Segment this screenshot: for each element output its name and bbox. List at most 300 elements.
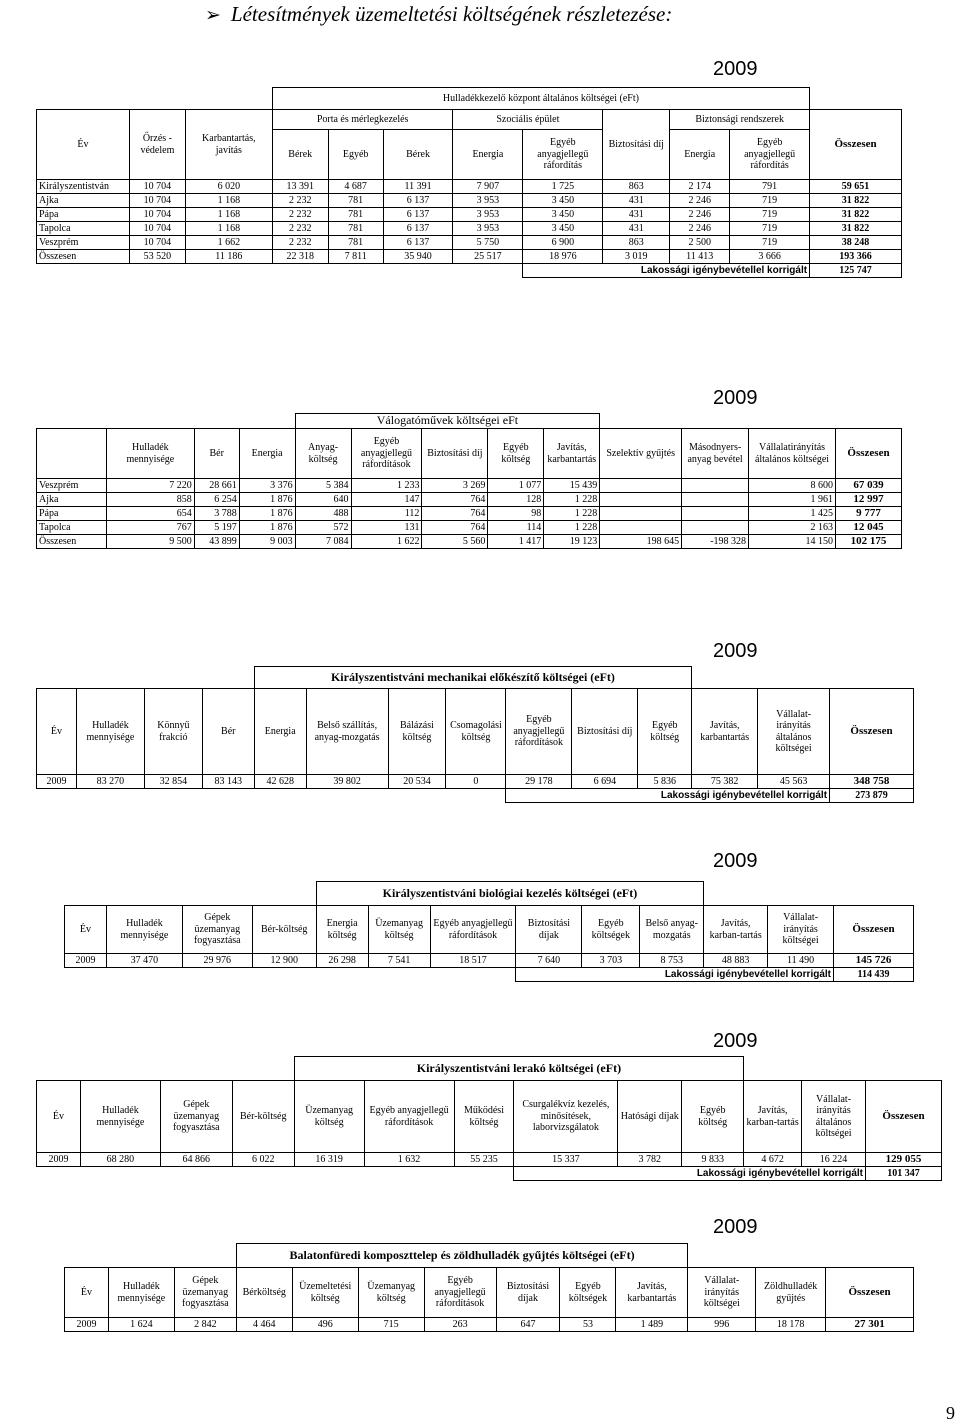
t6-data-row <box>65 1318 914 1332</box>
t1-header: Év <box>37 110 130 180</box>
t4-header: Hulladék mennyisége <box>106 906 182 954</box>
table-row <box>37 507 902 521</box>
t5-header: Működési költség <box>454 1081 514 1153</box>
table-cell: 6 137 <box>383 222 453 236</box>
t2-header: Vállalatirányítás általános költségei <box>749 429 836 479</box>
table-cell: 18 517 <box>430 954 516 968</box>
table-cell: 16 224 <box>802 1153 866 1167</box>
table-cell: 1 168 <box>185 222 272 236</box>
t4-header: Bér-költség <box>252 906 316 954</box>
table-cell <box>682 479 749 493</box>
table-cell: 27 301 <box>826 1318 914 1332</box>
t1-group: Szociális épület <box>453 110 603 130</box>
table-cell: 12 900 <box>252 954 316 968</box>
table-cell: 996 <box>688 1318 756 1332</box>
table-cell: 7 907 <box>453 180 523 194</box>
t6-header: Vállalat-irányítás költségei <box>688 1268 756 1318</box>
t2-header: Egyéb anyagjellegű ráfordítások <box>351 429 422 479</box>
table-cell: 4 687 <box>328 180 383 194</box>
t2-year: 2009 <box>713 387 758 409</box>
table-cell: 2009 <box>65 1318 109 1332</box>
table-cell: 1 168 <box>185 194 272 208</box>
t4-header: Üzemanyag költség <box>368 906 430 954</box>
row-label: Tapolca <box>37 222 130 236</box>
table-cell: 3 450 <box>523 194 603 208</box>
t3-header: Csomagolási költség <box>446 689 506 775</box>
table-cell: 4 672 <box>744 1153 802 1167</box>
table-row <box>37 236 902 250</box>
table-cell: 858 <box>106 493 194 507</box>
table-row <box>37 180 902 194</box>
table-cell: 15 439 <box>544 479 600 493</box>
table-row <box>37 535 902 549</box>
table-cell: 1 425 <box>749 507 836 521</box>
t1-header: Egyéb anyagjellegű ráfordítás <box>523 130 603 180</box>
t2-header: Energia <box>239 429 295 479</box>
table-cell: 48 883 <box>704 954 768 968</box>
table-cell: 29 976 <box>182 954 252 968</box>
table-cell: 2 174 <box>670 180 730 194</box>
table-cell: 31 822 <box>810 194 902 208</box>
table-cell: 5 384 <box>295 479 351 493</box>
row-label: Pápa <box>37 507 107 521</box>
table-cell: 12 045 <box>835 521 901 535</box>
t4-year: 2009 <box>713 850 758 872</box>
table-cell: 102 175 <box>835 535 901 549</box>
t4-header: Egyéb anyagjellegű ráfordítások <box>430 906 516 954</box>
table-cell: 10 704 <box>129 180 185 194</box>
table-cell: 263 <box>424 1318 496 1332</box>
t5-header: Hatósági díjak <box>618 1081 682 1153</box>
t1-header: Karbantartás, javítás <box>185 110 272 180</box>
t4-header: Vállalat-irányítás költségei <box>768 906 834 954</box>
table-cell: 781 <box>328 236 383 250</box>
table-cell: 19 123 <box>544 535 600 549</box>
t5-header: Hulladék mennyisége <box>80 1081 160 1153</box>
table-cell: 83 143 <box>202 775 254 789</box>
t3-header: Energia <box>254 689 306 775</box>
table-cell: 31 822 <box>810 222 902 236</box>
t1-header: Bérek <box>272 130 328 180</box>
t4-lakossagi-label: Lakossági igénybevétellel korrigált <box>516 968 834 982</box>
table-cell: 14 150 <box>749 535 836 549</box>
t1-header: Energia <box>453 130 523 180</box>
table-cell: 1 077 <box>488 479 544 493</box>
table-cell: 0 <box>446 775 506 789</box>
table-cell: 496 <box>292 1318 358 1332</box>
t6-year: 2009 <box>713 1216 758 1238</box>
table-cell: 1 233 <box>351 479 422 493</box>
table-row <box>37 479 902 493</box>
t3-header: Egyéb anyagjellegű ráfordítások <box>506 689 572 775</box>
t3-data-row <box>37 775 914 789</box>
table-cell: 20 534 <box>388 775 446 789</box>
t2-body <box>37 479 902 549</box>
table-cell: 7 811 <box>328 250 383 264</box>
table-cell: 112 <box>351 507 422 521</box>
t1-header: Biztosítási díj <box>603 110 670 180</box>
t2-header: Anyag-költség <box>295 429 351 479</box>
table-cell: 2 232 <box>272 208 328 222</box>
table-row <box>37 250 902 264</box>
table-cell: 791 <box>730 180 810 194</box>
row-label: Veszprém <box>37 236 130 250</box>
table-cell: 7 640 <box>516 954 582 968</box>
t6-header: Üzemeltetési költség <box>292 1268 358 1318</box>
t1-body <box>37 180 902 264</box>
table-cell: 1 168 <box>185 208 272 222</box>
table-cell: 7 084 <box>295 535 351 549</box>
table-cell: 1 632 <box>364 1153 454 1167</box>
table-cell: 10 704 <box>129 208 185 222</box>
table-cell: 1 228 <box>544 493 600 507</box>
table-cell: 431 <box>603 208 670 222</box>
table-cell: 488 <box>295 507 351 521</box>
table-cell: 145 726 <box>834 954 914 968</box>
t3-header: Év <box>37 689 77 775</box>
table-cell: 129 055 <box>866 1153 942 1167</box>
row-label: Veszprém <box>37 479 107 493</box>
t4-biologiai-table <box>64 881 914 982</box>
table-cell: 2 842 <box>174 1318 236 1332</box>
t3-header: Bálázási költség <box>388 689 446 775</box>
t6-header: Gépek üzemanyag fogyasztása <box>174 1268 236 1318</box>
t2-valogatomuvek-table <box>36 413 902 549</box>
table-cell: 18 178 <box>756 1318 826 1332</box>
table-cell: 3 788 <box>194 507 239 521</box>
t4-title: Királyszentistváni biológiai kezelés költségei (eFt) <box>316 882 704 906</box>
table-cell: 1 624 <box>108 1318 174 1332</box>
table-cell: 39 802 <box>306 775 388 789</box>
table-cell: 68 280 <box>80 1153 160 1167</box>
table-cell: 7 220 <box>106 479 194 493</box>
table-cell: 1 228 <box>544 507 600 521</box>
table-cell: 10 704 <box>129 236 185 250</box>
t3-header: Javítás, karbantartás <box>692 689 758 775</box>
table-cell: 13 391 <box>272 180 328 194</box>
table-cell: 9 003 <box>239 535 295 549</box>
row-label: Királyszentistván <box>37 180 130 194</box>
t4-header-row <box>65 906 914 954</box>
table-cell: 11 490 <box>768 954 834 968</box>
t6-header: Egyéb anyagjellegű ráfordítások <box>424 1268 496 1318</box>
t5-header: Egyéb költség <box>682 1081 744 1153</box>
t4-header: Összesen <box>834 906 914 954</box>
row-label: Pápa <box>37 208 130 222</box>
t5-header: Csurgalékvíz kezelés, minősítések, laborvizsgálatok <box>514 1081 618 1153</box>
t2-title: Válogatóművek költségei eFt <box>295 414 600 429</box>
table-cell: 11 391 <box>383 180 453 194</box>
table-cell: 3 953 <box>453 194 523 208</box>
table-cell: 10 704 <box>129 222 185 236</box>
table-cell: 781 <box>328 208 383 222</box>
table-cell: 25 517 <box>453 250 523 264</box>
table-cell: 348 758 <box>830 775 914 789</box>
table-cell: 8 753 <box>640 954 704 968</box>
table-cell: 3 376 <box>239 479 295 493</box>
t2-header: Összesen <box>835 429 901 479</box>
table-cell: 53 520 <box>129 250 185 264</box>
table-cell: 6 137 <box>383 194 453 208</box>
table-cell: 6 694 <box>572 775 638 789</box>
table-cell: 767 <box>106 521 194 535</box>
table-cell: 131 <box>351 521 422 535</box>
t3-header: Könnyű frakció <box>144 689 202 775</box>
table-cell <box>682 521 749 535</box>
table-cell: 3 953 <box>453 222 523 236</box>
t3-lakossagi-value: 273 879 <box>830 789 914 803</box>
table-cell: 6 020 <box>185 180 272 194</box>
t2-header: Szelektív gyűjtés <box>600 429 682 479</box>
t6-header: Zöldhulladék gyűjtés <box>756 1268 826 1318</box>
table-cell: 863 <box>603 180 670 194</box>
t2-header: Másodnyers-anyag bevétel <box>682 429 749 479</box>
table-cell: 128 <box>488 493 544 507</box>
table-row <box>37 521 902 535</box>
table-cell: 6 254 <box>194 493 239 507</box>
t1-lakossagi-value: 125 747 <box>810 264 902 278</box>
t6-header: Biztosítási díjak <box>496 1268 560 1318</box>
t5-lakossagi-label: Lakossági igénybevétellel korrigált <box>514 1167 866 1181</box>
table-cell: 5 836 <box>638 775 692 789</box>
table-cell: 654 <box>106 507 194 521</box>
table-cell: 10 704 <box>129 194 185 208</box>
t3-header: Belső szállítás, anyag-mozgatás <box>306 689 388 775</box>
table-cell: 1 876 <box>239 493 295 507</box>
t4-data-row <box>65 954 914 968</box>
t5-data-row <box>37 1153 942 1167</box>
table-cell: 1 961 <box>749 493 836 507</box>
table-cell: 114 <box>488 521 544 535</box>
table-cell: 2 246 <box>670 222 730 236</box>
table-cell: 64 866 <box>160 1153 232 1167</box>
table-cell: 31 822 <box>810 208 902 222</box>
t3-mechanikai-table <box>36 666 914 803</box>
table-cell: 42 628 <box>254 775 306 789</box>
table-cell: 719 <box>730 194 810 208</box>
table-cell: 37 470 <box>106 954 182 968</box>
t3-header: Összesen <box>830 689 914 775</box>
table-cell: 1 876 <box>239 521 295 535</box>
table-cell: 15 337 <box>514 1153 618 1167</box>
table-cell: 715 <box>358 1318 424 1332</box>
table-cell: 2009 <box>37 1153 81 1167</box>
table-cell: 193 366 <box>810 250 902 264</box>
table-cell: 9 777 <box>835 507 901 521</box>
row-label: Összesen <box>37 535 107 549</box>
t1-lakossagi-label: Lakossági igénybevétellel korrigált <box>523 264 810 278</box>
t5-header: Bér-költség <box>232 1081 294 1153</box>
table-cell: 719 <box>730 208 810 222</box>
table-cell <box>600 507 682 521</box>
table-cell: 2 232 <box>272 194 328 208</box>
table-cell: 1 417 <box>488 535 544 549</box>
t1-year: 2009 <box>713 58 758 80</box>
table-cell: 2 500 <box>670 236 730 250</box>
table-cell: 67 039 <box>835 479 901 493</box>
t1-hulladekkezelo-table <box>36 87 902 278</box>
t6-header-row <box>65 1268 914 1318</box>
t5-lerako-table <box>36 1056 942 1181</box>
table-cell: 2 246 <box>670 194 730 208</box>
table-cell: 3 019 <box>603 250 670 264</box>
table-cell: 98 <box>488 507 544 521</box>
t3-lakossagi-label: Lakossági igénybevétellel korrigált <box>506 789 830 803</box>
table-cell: 781 <box>328 194 383 208</box>
t2-header: Biztosítási díj <box>422 429 488 479</box>
t3-header-row <box>37 689 914 775</box>
table-cell: 3 666 <box>730 250 810 264</box>
t6-header: Javítás, karbantartás <box>616 1268 688 1318</box>
table-cell <box>600 521 682 535</box>
table-cell: 8 600 <box>749 479 836 493</box>
page-number: 9 <box>946 1403 955 1423</box>
table-cell: 6 022 <box>232 1153 294 1167</box>
table-cell: 5 750 <box>453 236 523 250</box>
table-cell: 59 651 <box>810 180 902 194</box>
table-cell: 863 <box>603 236 670 250</box>
table-cell: 9 833 <box>682 1153 744 1167</box>
table-cell: 7 541 <box>368 954 430 968</box>
table-cell: 1 228 <box>544 521 600 535</box>
t6-header: Év <box>65 1268 109 1318</box>
table-cell: 55 235 <box>454 1153 514 1167</box>
t5-header-row <box>37 1081 942 1153</box>
t6-header: Bérköltség <box>236 1268 292 1318</box>
t3-title: Királyszentistváni mechanikai előkészítő költségei (eFt) <box>254 667 691 689</box>
table-cell: 18 976 <box>523 250 603 264</box>
table-row <box>37 194 902 208</box>
table-cell: 1 489 <box>616 1318 688 1332</box>
t5-lakossagi-value: 101 347 <box>866 1167 942 1181</box>
page-heading-text: Létesítmények üzemeltetési költségének részletezése: <box>230 2 673 26</box>
table-cell: 2009 <box>37 775 77 789</box>
t1-group: Biztonsági rendszerek <box>670 110 810 130</box>
table-cell: 6 137 <box>383 208 453 222</box>
table-cell: -198 328 <box>682 535 749 549</box>
table-cell: 3 269 <box>422 479 488 493</box>
table-cell: 38 248 <box>810 236 902 250</box>
table-cell: 26 298 <box>316 954 368 968</box>
t6-title: Balatonfüredi komposzttelep és zöldhulladék gyűjtés költségei (eFt) <box>236 1244 688 1268</box>
table-cell: 3 450 <box>523 222 603 236</box>
table-cell: 45 563 <box>758 775 830 789</box>
t6-header: Összesen <box>826 1268 914 1318</box>
t5-header: Üzemanyag költség <box>294 1081 364 1153</box>
table-cell: 3 450 <box>523 208 603 222</box>
table-cell: 2 163 <box>749 521 836 535</box>
table-cell: 11 413 <box>670 250 730 264</box>
table-cell: 198 645 <box>600 535 682 549</box>
table-row <box>37 208 902 222</box>
table-cell <box>600 493 682 507</box>
t4-header: Év <box>65 906 107 954</box>
table-cell: 147 <box>351 493 422 507</box>
t4-header: Javítás, karban-tartás <box>704 906 768 954</box>
t3-year: 2009 <box>713 640 758 662</box>
table-row <box>37 222 902 236</box>
t4-lakossagi-value: 114 439 <box>834 968 914 982</box>
t2-header: Egyéb költség <box>488 429 544 479</box>
table-cell: 640 <box>295 493 351 507</box>
t2-header: Hulladék mennyisége <box>106 429 194 479</box>
table-cell: 29 178 <box>506 775 572 789</box>
table-cell: 1 662 <box>185 236 272 250</box>
t4-header: Gépek üzemanyag fogyasztása <box>182 906 252 954</box>
table-cell: 6 900 <box>523 236 603 250</box>
t4-header: Belső anyag-mozgatás <box>640 906 704 954</box>
t1-title: Hulladékkezelő központ általános költségei (eFt) <box>272 88 809 110</box>
table-cell: 43 899 <box>194 535 239 549</box>
t3-header: Hulladék mennyisége <box>76 689 144 775</box>
arrow-bullet-icon: ➢ <box>205 5 221 26</box>
table-cell: 5 560 <box>422 535 488 549</box>
table-cell: 2 232 <box>272 236 328 250</box>
row-label: Ajka <box>37 493 107 507</box>
t3-header: Biztosítási díj <box>572 689 638 775</box>
table-cell: 1 622 <box>351 535 422 549</box>
t1-header: Bérek <box>383 130 453 180</box>
t4-header: Biztosítási díjak <box>516 906 582 954</box>
t1-group: Porta és mérlegkezelés <box>272 110 453 130</box>
t5-header: Egyéb anyagjellegű ráfordítások <box>364 1081 454 1153</box>
table-cell: 431 <box>603 194 670 208</box>
table-cell: 75 382 <box>692 775 758 789</box>
t5-header: Gépek üzemanyag fogyasztása <box>160 1081 232 1153</box>
t5-header: Vállalat-irányítás általános költségei <box>802 1081 866 1153</box>
table-cell: 11 186 <box>185 250 272 264</box>
table-cell: 3 703 <box>582 954 640 968</box>
table-cell: 22 318 <box>272 250 328 264</box>
t1-header: Őrzés - védelem <box>129 110 185 180</box>
table-cell: 9 500 <box>106 535 194 549</box>
t4-header: Egyéb költségek <box>582 906 640 954</box>
table-row <box>37 493 902 507</box>
table-cell: 83 270 <box>76 775 144 789</box>
t1-header: Energia <box>670 130 730 180</box>
table-cell: 572 <box>295 521 351 535</box>
t5-header: Év <box>37 1081 81 1153</box>
table-cell: 16 319 <box>294 1153 364 1167</box>
table-cell: 6 137 <box>383 236 453 250</box>
t4-header: Energia költség <box>316 906 368 954</box>
table-cell: 431 <box>603 222 670 236</box>
t6-header: Hulladék mennyisége <box>108 1268 174 1318</box>
t5-year: 2009 <box>713 1030 758 1052</box>
table-cell: 4 464 <box>236 1318 292 1332</box>
t5-header: Javítás, karban-tartás <box>744 1081 802 1153</box>
table-cell: 5 197 <box>194 521 239 535</box>
t5-title: Királyszentistváni lerakó költségei (eFt) <box>294 1057 743 1081</box>
table-cell: 53 <box>560 1318 616 1332</box>
table-cell: 2009 <box>65 954 107 968</box>
table-cell: 764 <box>422 507 488 521</box>
t5-header: Összesen <box>866 1081 942 1153</box>
table-cell: 2 232 <box>272 222 328 236</box>
table-cell: 3 953 <box>453 208 523 222</box>
table-cell <box>600 479 682 493</box>
table-cell: 719 <box>730 222 810 236</box>
table-cell <box>682 507 749 521</box>
table-cell: 12 997 <box>835 493 901 507</box>
table-cell: 647 <box>496 1318 560 1332</box>
t1-header: Egyéb anyagjellegű ráfordítás <box>730 130 810 180</box>
table-cell: 3 782 <box>618 1153 682 1167</box>
t6-header: Egyéb költségek <box>560 1268 616 1318</box>
t1-header: Egyéb <box>328 130 383 180</box>
table-cell <box>682 493 749 507</box>
t1-header: Összesen <box>810 110 902 180</box>
